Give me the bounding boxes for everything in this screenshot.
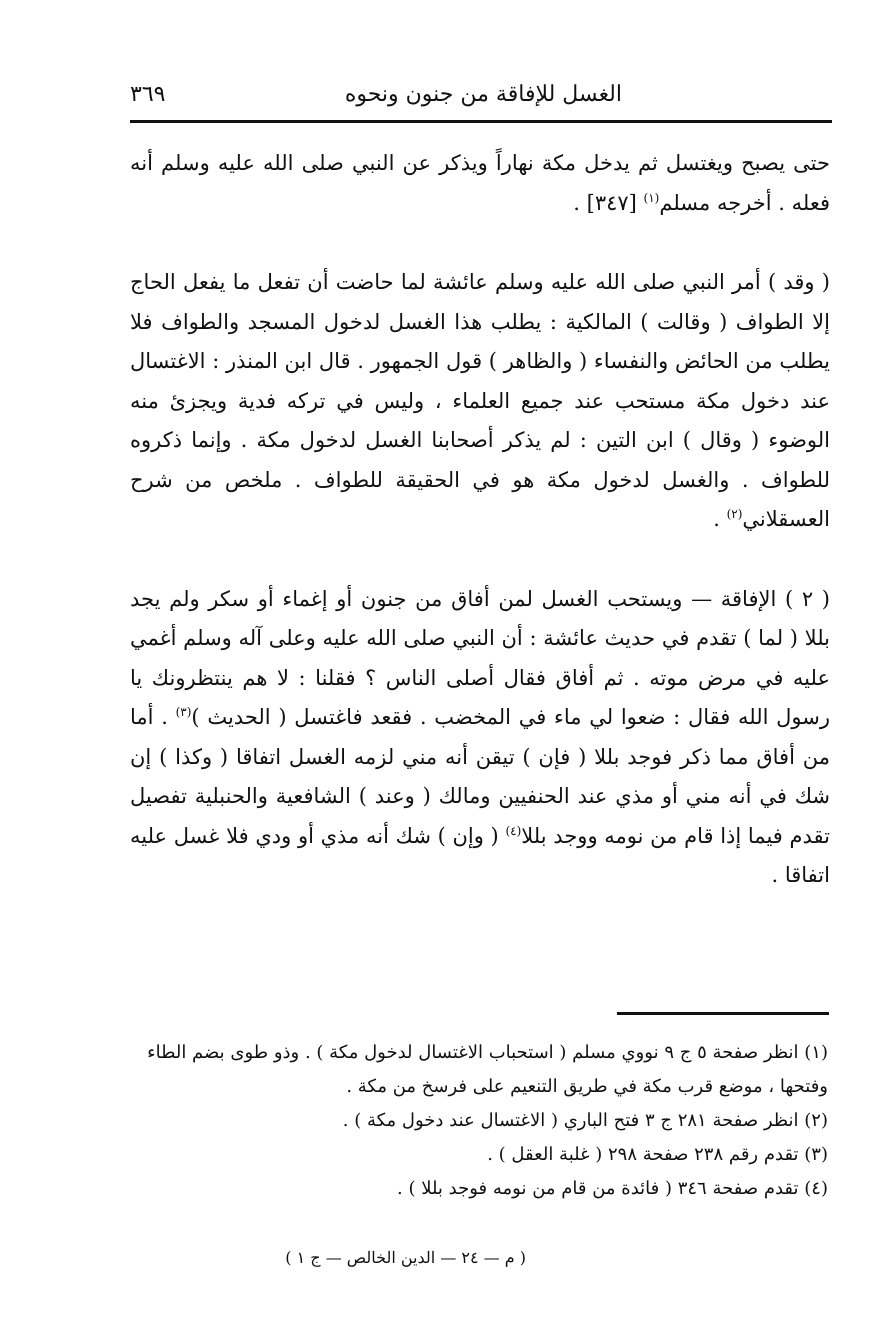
running-title: الغسل للإفاقة من جنون ونحوه [344,81,622,107]
paragraph-2-text: ( وقد ) أمر النبي صلى الله عليه وسلم عائشة لما حاضت أن تفعل ما يفعل الحاج إلا الطواف ( وقالت ) المالكية : يطلب هذا الغسل لدخول المسجد والطواف فلا يطلب من الحائض والنفساء ( والظاهر ) قول الجمهور . قال ابن المنذر : الاغتسال عند دخول مكة مستحب عند جميع العلماء ، وليس في تركه فدية ويجزئ منه الوضوء ( وقال ) ابن التين : لم يذكر أصحابنا الغسل لدخول مكة . وإنما ذكروه للطواف . والغسل لدخول مكة هو في الحقيقة للطواف . ملخص من شرح العسقلاني [130,270,830,531]
paragraph-1 [130,144,830,223]
paragraph-3 [130,580,830,896]
header-rule [130,120,832,123]
paragraph-3-text-a: ( ٢ ) الإفاقة — ويستحب الغسل لمن أفاق من جنون أو إغماء أو سكر ولم يجد بللا ( لما ) تقدم في حديث عائشة : أن النبي صلى الله عليه وعلى آله وسلم أغمي عليه في مرض موته . ثم أفاق فقال أصلى الناس ؟ فقلنا : لا هم ينتظرونك يا رسول الله فقال : ضعوا لي ماء في المخضب . فقعد فاغتسل ( الحديث ) [130,586,830,729]
footnote-ref-4: (٤) [505,823,522,838]
footnote-3: (٣) تقدم رقم ٢٣٨ صفحة ٢٩٨ ( غلبة العقل ) . [487,1144,828,1165]
main-text [130,144,830,896]
footnote-separator [617,1012,829,1015]
footnote-1: (١) انظر صفحة ٥ ج ٩ نووي مسلم ( استحباب الاغتسال لدخول مكة ) . وذو طوى بضم الطاء وفتحها ، موضع قرب مكة في طريق التنعيم على فرسخ من مكة . [147,1042,828,1097]
paragraph-3-text-b: . أما من أفاق مما ذكر فوجد بللا ( فإن ) تيقن أنه مني لزمه الغسل اتفاقا ( وكذا ) إن شك في أنه مني أو مذي عند الحنفيين ومالك ( وعند ) الشافعية والحنبلية تفصيل تقدم فيما إذا قام من نومه ووجد بللا [130,705,830,848]
footnote-ref-2: (٢) [726,507,743,521]
footnote-ref-1: (١) [643,190,660,205]
paragraph-3-text-c: ( وإن ) شك أنه مذي أو ودي فلا غسل عليه اتفاقا . [130,823,830,887]
paragraph-2-end: . [713,507,727,531]
page-header [130,74,830,114]
signature-line: ( م — ٢٤ — الدين الخالص — ج ١ ) [285,1248,526,1267]
footnote-4: (٤) تقدم صفحة ٣٤٦ ( فائدة من قام من نومه فوجد بللا ) . [397,1178,828,1199]
paragraph-1-end: [٣٤٧] . [573,190,644,215]
paragraph-1-text: حتى يصبح ويغتسل ثم يدخل مكة نهاراً ويذكر عن النبي صلى الله عليه وسلم أنه فعله . أخرجه مسلم [130,151,830,215]
paragraph-2 [130,263,830,540]
footnotes [136,1036,828,1206]
footnote-ref-3: (٣) [175,705,192,719]
footnote-2: (٢) انظر صفحة ٢٨١ ج ٣ فتح الباري ( الاغتسال عند دخول مكة ) . [342,1110,828,1131]
page-number: ٣٦٩ [130,81,166,107]
